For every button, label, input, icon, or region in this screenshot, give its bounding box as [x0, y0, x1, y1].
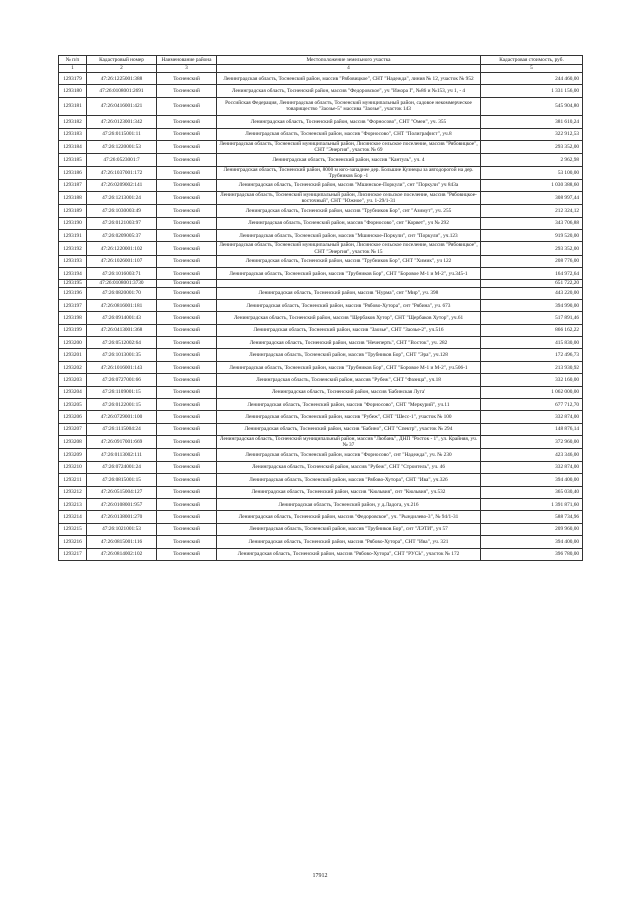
- cadastral-value: 343 706,88: [481, 217, 583, 229]
- cadastral-value: 394 990,00: [481, 299, 583, 311]
- cadastral-value: 244 460,00: [481, 73, 583, 85]
- table-row: [59, 399, 583, 411]
- cadastral-number: 47:26:1016001:143: [87, 361, 157, 373]
- land-plot-location: [217, 280, 481, 287]
- district-name: Тосненский: [157, 337, 217, 349]
- cadastral-number: 47:26:0121003:97: [87, 217, 157, 229]
- header-cadastral-number: Кадастровый номер: [87, 56, 157, 65]
- land-plot-location: Ленинградская область, Тосненский район, массив "Форносово", снт "Надежда", уч. № 230: [217, 449, 481, 461]
- land-plot-location: Ленинградская область, Тосненский район, массив "Нечеперть", СНТ "Восток", уч. 282: [217, 337, 481, 349]
- cadastral-number: 47:26:1016003:71: [87, 268, 157, 280]
- row-number: 1293195: [59, 280, 87, 287]
- cadastral-number: 47:26:0729001:100: [87, 411, 157, 423]
- district-name: Тосненский: [157, 116, 217, 128]
- cadastral-number: 47:26:0816001:181: [87, 299, 157, 311]
- cadastral-value: 517 891,46: [481, 312, 583, 324]
- district-name: Тосненский: [157, 287, 217, 299]
- cadastral-value: 2 962,98: [481, 154, 583, 166]
- district-name: Тосненский: [157, 423, 217, 435]
- cadastral-value: 308 997,44: [481, 192, 583, 205]
- cadastral-value: 148 876,14: [481, 423, 583, 435]
- cadastral-number: 47:26:1037001:172: [87, 166, 157, 179]
- land-plot-location: Ленинградская область, Тосненский район, массив "Рябово-Хутора", СНТ "РУСЬ", участок № 172: [217, 548, 481, 560]
- table-row: [59, 255, 583, 267]
- cadastral-value: 588 734,96: [481, 511, 583, 523]
- land-plot-location: Ленинградская область, Тосненский район, массив "Бабино", СНТ "Спектр", участок № 294: [217, 423, 481, 435]
- cadastral-number: 47:26:0917001:669: [87, 436, 157, 449]
- row-number: 1293202: [59, 361, 87, 373]
- cadastral-value: 1 391 871,60: [481, 498, 583, 510]
- district-name: Тосненский: [157, 312, 217, 324]
- row-number: 1293182: [59, 116, 87, 128]
- cadastral-number: 47:26:1030003:49: [87, 205, 157, 217]
- district-name: Тосненский: [157, 217, 217, 229]
- row-number: 1293181: [59, 97, 87, 115]
- cadastral-number: 47:26:1026001:107: [87, 255, 157, 267]
- land-plot-location: Ленинградская область, Тосненский муниципальный район, Лисинское сельское поселение, массив "Рябовицкое", СНТ "Энергия", участок № 15: [217, 242, 481, 255]
- land-plot-location: Ленинградская область, Тосненский район, массив "Федоровское", уч "Ижора I", №86 и №153, уч 1, - 4: [217, 85, 481, 97]
- row-number: 1293189: [59, 205, 87, 217]
- district-name: Тосненский: [157, 299, 217, 311]
- cadastral-value: 1 030 388,60: [481, 179, 583, 191]
- district-name: Тосненский: [157, 140, 217, 153]
- cadastral-value: 209 960,00: [481, 523, 583, 535]
- land-plot-location: Ленинградская область, Тосненский район, массив "Рябово-Хутора", снт "Рябина", уч. 673: [217, 299, 481, 311]
- cadastral-number: 47:26:0416001:421: [87, 97, 157, 115]
- land-plot-location: Ленинградская область, Тосненский район, массив "Мшинское-Поркули", снт "Поркули", уч.123: [217, 230, 481, 242]
- cadastral-value: 394 400,00: [481, 536, 583, 548]
- row-number: 1293206: [59, 411, 87, 423]
- district-name: Тосненский: [157, 436, 217, 449]
- cadastral-value: 545 904,80: [481, 97, 583, 115]
- table-row: [59, 166, 583, 179]
- table-row: [59, 536, 583, 548]
- land-plot-location: Ленинградская область, Тосненский район, массив "Трубников Бор", снт "Азимут", уч. 255: [217, 205, 481, 217]
- cadastral-number: 47:26:0512002:64: [87, 337, 157, 349]
- cadastral-value: 919 520,00: [481, 230, 583, 242]
- row-number: 1293198: [59, 312, 87, 324]
- land-plot-location: Ленинградская область, Тосненский район, массив 'Бабинская Луга': [217, 386, 481, 398]
- header-cadastral-value: Кадастровая стоимость, руб.: [481, 56, 583, 65]
- cadastral-number: 47:26:0108001:957: [87, 498, 157, 510]
- cadastral-number: 47:26:0815001:116: [87, 536, 157, 548]
- table-row: [59, 324, 583, 336]
- land-plot-location: Ленинградская область, Тосненский район, массив "Кюльвия", снт "Кюльвия", уч.532: [217, 486, 481, 498]
- column-number: 1: [59, 65, 87, 73]
- row-number: 1293197: [59, 299, 87, 311]
- land-plot-location: Ленинградская область, Тосненский район, массив "Рябово-Хутора", СНТ "Ива", уч. 321: [217, 536, 481, 548]
- land-plot-location: Ленинградская область, Тосненский район, массив "Федоровское", уч. "Рындилево-3", № 94/1-31: [217, 511, 481, 523]
- table-row: [59, 349, 583, 361]
- cadastral-number: 47:26:0515004:127: [87, 486, 157, 498]
- cadastral-value: 365 030,40: [481, 486, 583, 498]
- land-plot-location: Ленинградская область, Тосненский район, массив "Рубеж", СНТ "Строитель", уч. 46: [217, 461, 481, 473]
- row-number: 1293203: [59, 374, 87, 386]
- cadastral-number: 47:26:1021001:53: [87, 523, 157, 535]
- table-row: [59, 461, 583, 473]
- cadastral-value: 332 874,00: [481, 461, 583, 473]
- cadastral-number: 47:26:0108001:3730: [87, 280, 157, 287]
- land-plot-location: Ленинградская область, Тосненский район, массив "Форносово", СНТ "Омеи", уч. 355: [217, 116, 481, 128]
- district-name: Тосненский: [157, 205, 217, 217]
- table-row: [59, 337, 583, 349]
- cadastral-number: 47:26:0727001:66: [87, 374, 157, 386]
- cadastral-number: 47:26:0914001:43: [87, 312, 157, 324]
- district-name: Тосненский: [157, 242, 217, 255]
- table-row: [59, 268, 583, 280]
- district-name: Тосненский: [157, 361, 217, 373]
- row-number: 1293193: [59, 255, 87, 267]
- table-row: [59, 474, 583, 486]
- cadastral-number: 47:26:0108001:2691: [87, 85, 157, 97]
- cadastral-value: 1 331 156,00: [481, 85, 583, 97]
- table-row: [59, 523, 583, 535]
- land-plot-location: Ленинградская область, Тосненский район, массив "Кантуль", уч. 4: [217, 154, 481, 166]
- cadastral-number: 47:26:0413001:368: [87, 324, 157, 336]
- cadastral-value: 415 830,00: [481, 337, 583, 349]
- cadastral-number: 47:26:0123001:342: [87, 116, 157, 128]
- table-row: [59, 498, 583, 510]
- row-number: 1293200: [59, 337, 87, 349]
- table-row: [59, 217, 583, 229]
- cadastral-number: 47:26:0209002:141: [87, 179, 157, 191]
- table-row: [59, 312, 583, 324]
- table-row: [59, 154, 583, 166]
- row-number: 1293191: [59, 230, 87, 242]
- row-number: 1293213: [59, 498, 87, 510]
- row-number: 1293207: [59, 423, 87, 435]
- cadastral-number: 47:26:1225001:388: [87, 73, 157, 85]
- cadastral-number: 47:26:0138001:270: [87, 511, 157, 523]
- cadastral-value: 53 100,00: [481, 166, 583, 179]
- land-plot-location: Ленинградская область, Тосненский муниципальный район, Лисинское сельское поселение, массив "Рябовицкое", СНТ "Энергия", участок № 69: [217, 140, 481, 153]
- district-name: Тосненский: [157, 374, 217, 386]
- table-row: [59, 73, 583, 85]
- table-row: [59, 374, 583, 386]
- row-number: 1293180: [59, 85, 87, 97]
- district-name: Тосненский: [157, 85, 217, 97]
- cadastral-value: 164 972,64: [481, 268, 583, 280]
- cadastral-number: 47:26:1213001:24: [87, 192, 157, 205]
- district-name: Тосненский: [157, 192, 217, 205]
- table-body: [59, 73, 583, 561]
- row-number: 1293188: [59, 192, 87, 205]
- row-number: 1293192: [59, 242, 87, 255]
- district-name: Тосненский: [157, 268, 217, 280]
- district-name: Тосненский: [157, 230, 217, 242]
- land-plot-location: Ленинградская область, Тосненский район, массив "Рябово-Хутора", СНТ "Ива", уч.326: [217, 474, 481, 486]
- cadastral-value: 322 912,53: [481, 128, 583, 140]
- column-number: 2: [87, 65, 157, 73]
- cadastral-value: 293 352,00: [481, 140, 583, 153]
- district-name: Тосненский: [157, 97, 217, 115]
- land-plot-location: Ленинградская область, Тосненский район, массив "Трубников Бор", СНТ "Эра", уч.128: [217, 349, 481, 361]
- land-plot-location: Ленинградская область, Тосненский район, массив "Рубеж", СНТ "Шесс-1", участок № 100: [217, 411, 481, 423]
- row-number: 1293210: [59, 461, 87, 473]
- cadastral-value: 443 220,00: [481, 287, 583, 299]
- land-plot-location: Ленинградская область, Тосненский район, массив "Трубников Бор", снт "ЛЭТИ", уч 57: [217, 523, 481, 535]
- table-row: [59, 140, 583, 153]
- land-plot-location: Ленинградская область, Тосненский район, массив "Трубников Бор", СНТ "Химик", уч 122: [217, 255, 481, 267]
- table-row: [59, 280, 583, 287]
- table-row: [59, 449, 583, 461]
- table-row: [59, 287, 583, 299]
- district-name: Тосненский: [157, 255, 217, 267]
- cadastral-number: 47:26:1220001:53: [87, 140, 157, 153]
- land-plot-location: Ленинградская область, Тосненский район, массив "Форносово", СНТ "Полиграфист", уч.8: [217, 128, 481, 140]
- district-name: Тосненский: [157, 411, 217, 423]
- land-plot-location: Ленинградская область, Тосненский район, массив "Нурма", снт "Мир", уч. 398: [217, 287, 481, 299]
- row-number: 1293205: [59, 399, 87, 411]
- district-name: Тосненский: [157, 128, 217, 140]
- row-number: 1293179: [59, 73, 87, 85]
- table-row: [59, 179, 583, 191]
- land-plot-location: Ленинградская область, Тосненский муниципальный район, Лисинское сельское поселение, массив "Рябовицкое-восточный", СНТ "Южное", уч. 1-29/1-31: [217, 192, 481, 205]
- land-plot-location: Ленинградская область, Тосненский район, массив "Заозье", СНТ "Заозье-2", уч.516: [217, 324, 481, 336]
- cadastral-value: 651 722,20: [481, 280, 583, 287]
- row-number: 1293196: [59, 287, 87, 299]
- row-number: 1293184: [59, 140, 87, 153]
- district-name: Тосненский: [157, 324, 217, 336]
- land-plot-location: Российская Федерация, Ленинградская область, Тосненский муниципальный район, садовое некоммерческое товарищество "Заозье-5" массива "Заозье", участок 143: [217, 97, 481, 115]
- table-row: [59, 511, 583, 523]
- column-number: 3: [157, 65, 217, 73]
- district-name: Тосненский: [157, 523, 217, 535]
- cadastral-number: 47:26:0113002:111: [87, 449, 157, 461]
- cadastral-value: 213 930,92: [481, 361, 583, 373]
- table-row: [59, 436, 583, 449]
- cadastral-number: 47:26:0815001:15: [87, 474, 157, 486]
- row-number: 1293211: [59, 474, 87, 486]
- district-name: Тосненский: [157, 461, 217, 473]
- land-plot-location: Ленинградская область, Тосненский муниципальный район, массив "Любань", ДНП "Росток - 1", ул. Крайняя, уч. № 37: [217, 436, 481, 449]
- district-name: Тосненский: [157, 154, 217, 166]
- header-location: Местоположение земельного участка: [217, 56, 481, 65]
- cadastral-number: 47:26:0724001:24: [87, 461, 157, 473]
- district-name: Тосненский: [157, 280, 217, 287]
- cadastral-value: 1 062 000,00: [481, 386, 583, 398]
- cadastral-number: 47:26:1109001:15: [87, 386, 157, 398]
- district-name: Тосненский: [157, 511, 217, 523]
- table-row: [59, 411, 583, 423]
- land-plot-location: Ленинградская область, Тосненский район, у д.Ладога, уч.216: [217, 498, 481, 510]
- cadastral-number: 47:26:1115004:24: [87, 423, 157, 435]
- district-name: Тосненский: [157, 386, 217, 398]
- row-number: 1293186: [59, 166, 87, 179]
- cadastral-number: 47:26:0209005:37: [87, 230, 157, 242]
- district-name: Тосненский: [157, 536, 217, 548]
- land-plot-location: Ленинградская область, Тосненский район, массив "Мшинское-Поркули", снт "Поркули" уч 843а: [217, 179, 481, 191]
- header-number: № п/п: [59, 56, 87, 65]
- cadastral-number: 47:26:1220001:102: [87, 242, 157, 255]
- table-row: [59, 361, 583, 373]
- district-name: Тосненский: [157, 349, 217, 361]
- column-number: 5: [481, 65, 583, 73]
- cadastral-value: 396 780,00: [481, 548, 583, 560]
- district-name: Тосненский: [157, 179, 217, 191]
- cadastral-value: 208 776,00: [481, 255, 583, 267]
- row-number: 1293214: [59, 511, 87, 523]
- district-name: Тосненский: [157, 449, 217, 461]
- row-number: 1293215: [59, 523, 87, 535]
- cadastral-value: 172 496,73: [481, 349, 583, 361]
- cadastral-value: 332 874,00: [481, 411, 583, 423]
- table-row: [59, 128, 583, 140]
- cadastral-value: 677 712,70: [481, 399, 583, 411]
- district-name: Тосненский: [157, 474, 217, 486]
- land-plot-location: Ленинградская область, Тосненский район, массив "Щербаков Хутор", СНТ "Щербаков Хутор", уч.61: [217, 312, 481, 324]
- table-row: [59, 548, 583, 560]
- table-row: [59, 116, 583, 128]
- land-plot-location: Ленинградская область, Тосненский район, массив "Форносово", снт "Корвет", уч № 292: [217, 217, 481, 229]
- page-number: 17912: [312, 873, 328, 879]
- row-number: 1293185: [59, 154, 87, 166]
- cadastral-value: 423 346,00: [481, 449, 583, 461]
- table-row: [59, 85, 583, 97]
- row-number: 1293208: [59, 436, 87, 449]
- district-name: Тосненский: [157, 548, 217, 560]
- table-row: [59, 386, 583, 398]
- table-row: [59, 423, 583, 435]
- row-number: 1293217: [59, 548, 87, 560]
- cadastral-number: 47:26:0820001:70: [87, 287, 157, 299]
- row-number: 1293187: [59, 179, 87, 191]
- row-number: 1293190: [59, 217, 87, 229]
- table-header-row: [59, 56, 583, 65]
- cadastral-number: 47:26:1013001:35: [87, 349, 157, 361]
- district-name: Тосненский: [157, 486, 217, 498]
- row-number: 1293204: [59, 386, 87, 398]
- column-number: 4: [217, 65, 481, 73]
- table-row: [59, 486, 583, 498]
- header-district: Наименование района: [157, 56, 217, 65]
- cadastral-value: 212 324,12: [481, 205, 583, 217]
- table-row: [59, 97, 583, 115]
- district-name: Тосненский: [157, 166, 217, 179]
- land-plot-location: Ленинградская область, Тосненский район, массив "Трубников Бор", СНТ "Боровое М-1 и М-2", уч.345-1: [217, 268, 481, 280]
- table-row: [59, 205, 583, 217]
- land-plot-location: Ленинградская область, Тосненский район, массив "Форносово", СНТ "Меркурий", уч.11: [217, 399, 481, 411]
- row-number: 1293194: [59, 268, 87, 280]
- table-row: [59, 230, 583, 242]
- land-plot-location: Ленинградская область, Тосненский район, 8000 м юго-западнее дер. Большие Кузнецы за автодорогой на дер. Трубников Бор -1: [217, 166, 481, 179]
- cadastral-number: 47:26:0122001:15: [87, 399, 157, 411]
- table-row: [59, 192, 583, 205]
- land-plot-location: Ленинградская область, Тосненский район, массив "Рябовицкое", СНТ "Надежда", линия № 12, участок № 952: [217, 73, 481, 85]
- table-row: [59, 242, 583, 255]
- land-plot-location: Ленинградская область, Тосненский район, массив "Трубников Бор", СНТ "Боровое М-1 и М-2", уч.506-1: [217, 361, 481, 373]
- row-number: 1293199: [59, 324, 87, 336]
- row-number: 1293212: [59, 486, 87, 498]
- district-name: Тосненский: [157, 399, 217, 411]
- cadastral-value: 332 160,00: [481, 374, 583, 386]
- row-number: 1293209: [59, 449, 87, 461]
- district-name: Тосненский: [157, 498, 217, 510]
- land-plot-location: Ленинградская область, Тосненский район, массив "Рубеж", СНТ "Фаэнца", уч.18: [217, 374, 481, 386]
- column-number-row: [59, 65, 583, 73]
- cadastral-number: 47:26:0115001:11: [87, 128, 157, 140]
- cadastral-value: 372 960,00: [481, 436, 583, 449]
- row-number: 1293216: [59, 536, 87, 548]
- table-row: [59, 299, 583, 311]
- row-number: 1293183: [59, 128, 87, 140]
- cadastral-value: 866 162,22: [481, 324, 583, 336]
- cadastral-value-table: [58, 55, 582, 561]
- cadastral-number: 47:26:0814002:102: [87, 548, 157, 560]
- cadastral-value: 394 400,00: [481, 474, 583, 486]
- row-number: 1293201: [59, 349, 87, 361]
- cadastral-value: 381 610,24: [481, 116, 583, 128]
- cadastral-number: 47:26:0523001:7: [87, 154, 157, 166]
- cadastral-value: 293 352,00: [481, 242, 583, 255]
- district-name: Тосненский: [157, 73, 217, 85]
